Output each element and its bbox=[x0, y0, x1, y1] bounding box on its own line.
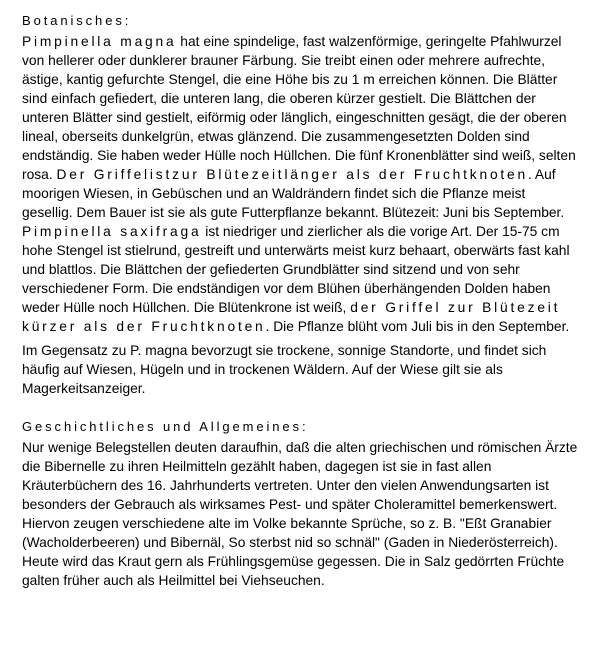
emphasized-griffel-shorter: der Griffel zur Blütezeit kürzer als der Fruchtknoten bbox=[22, 300, 561, 334]
section-heading-geschichtliches: Geschichtliches und Allgemeines: bbox=[22, 419, 309, 434]
paragraph-geschichtliches: Nur wenige Belegstellen deuten daraufhin, daß die alten griechischen und römischen Ärzte die Bibernelle zu ihren Heilmitteln gezählt haben, dagegen ist sie in fast allen Kräuterbüchern des 16. Jahrhunderts vertreten. Unter den vielen Anwendungsarten ist besonders der Gebrauch als wirksames Pest- und später Choleramittel bemerkenswert. Hiervon zeugen verschiedene alte im Volke bekannte Sprüche, so z. B. "Eßt Granabier (Wacholderbeeren) und Bibernäl, So sterbst nid so schnäl" (Gaden in Niederösterreich). Heute wird das Kraut gern als Frühlingsgemüse gegessen. Die in Salz gedörrten Früchte galten früher auch als Heilmittel bei Viehseuchen. bbox=[22, 440, 578, 588]
section-geschichtliches bbox=[22, 417, 579, 590]
section-heading-botanisches: Botanisches: bbox=[22, 13, 132, 28]
paragraph-text: ist niedriger und zierlicher als die vorige Art. Der 15-75 cm hohe Stengel ist stielrund, gestreift und unterwärts meist kurz behaart, oberwärts fast kahl und blattlos. Die Blättchen der gefiederten Grundblätter sind sitzend und von sehr verschiedener Form. Die endständigen vor dem Blühen überhängenden Dolden haben weder Hülle noch Hüllchen. Die Blütenkrone ist weiß, bbox=[22, 224, 570, 315]
paragraph-text: . Auf moorigen Wiesen, in Gebüschen und an Waldrändern findet sich die Pflanze meist gesellig. Dem Bauer ist sie als gute Futterpflanze bekannt. Blütezeit: Juni bis September. bbox=[22, 167, 565, 220]
paragraph-text: hat eine spindelige, fast walzenförmige, geringelte Pfahlwurzel von hellerer oder dunklerer brauner Färbung. Sie treibt einen oder mehrere aufrechte, ästige, kantig gefurchte Stengel, die eine Höhe bis zu 1 m erreichen können. Die Blätter sind einfach gefiedert, die unteren lang, die oberen kürzer gestielt. Die Blättchen der unteren Blätter sind gestielt, eiförmig oder länglich, eingeschnitten gesägt, die der oberen lineal, oberseits dunkelgrün, etwas glänzend. Die zusammengesetzten Dolden sind endständig. Sie haben weder Hülle noch Hüllchen. Die fünf Kronenblätter sind weiß, selten rosa. bbox=[22, 34, 576, 182]
emphasized-griffel-longer: Der Griffelistzur Blütezeitlänger als der Fruchtknoten bbox=[56, 167, 528, 182]
section-botanisches bbox=[22, 11, 579, 398]
species-name-pimpinella-magna: Pimpinella magna bbox=[22, 34, 177, 49]
paragraph-text: . Die Pflanze blüht vom Juli bis in den September. bbox=[265, 319, 570, 334]
paragraph-botanisches-habitat: Im Gegensatz zu P. magna bevorzugt sie trockene, sonnige Standorte, und findet sich häufig auf Wiesen, Hügeln und in trockenen Wäldern. Auf der Wiese gilt sie als Magerkeitsanzeiger. bbox=[22, 343, 547, 396]
species-name-pimpinella-saxifraga: Pimpinella saxifraga bbox=[22, 224, 202, 239]
paragraph-botanisches-description bbox=[22, 32, 579, 336]
